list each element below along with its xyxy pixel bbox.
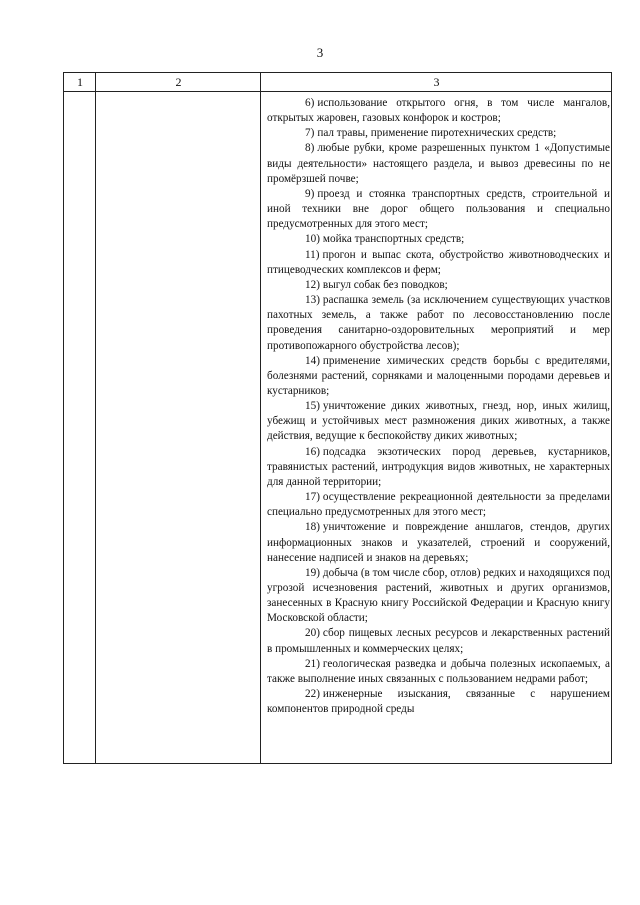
list-item [267, 687, 610, 717]
item-text: проезд и стоянка транспортных средств, строительной и иной техники вне дорог общего пользования и специально предусмотренных для этого мест; [267, 187, 610, 231]
item-number: 19) [305, 566, 320, 579]
list-item [267, 96, 610, 126]
item-text: инженерные изыскания, связанные с нарушением компонентов природной среды [267, 688, 610, 716]
item-number: 8) [305, 142, 315, 155]
list-item [267, 126, 610, 141]
item-text: сбор пищевых лесных ресурсов и лекарственных растений в промышленных и коммерческих целях; [267, 627, 610, 655]
list-item [267, 520, 610, 565]
item-number: 21) [305, 657, 320, 670]
list-item [267, 657, 610, 687]
item-text: применение химических средств борьбы с вредителями, болезнями растений, сорняками и малоценными породами деревьев и кустарников; [267, 354, 610, 397]
item-text: геологическая разведка и добыча полезных ископаемых, а также выполнение иных связанных с пользованием недрами работ; [267, 657, 610, 685]
item-number: 22) [305, 688, 320, 701]
item-text: пал травы, применение пиротехнических средств; [317, 127, 557, 140]
item-number: 17) [305, 491, 320, 504]
item-number: 11) [305, 248, 320, 261]
list-item [267, 232, 610, 247]
column-header-1: 1 [77, 75, 83, 89]
item-number: 10) [305, 233, 320, 246]
item-number: 13) [305, 294, 320, 307]
item-number: 16) [305, 445, 320, 458]
list-item [267, 490, 610, 520]
item-number: 14) [305, 354, 320, 367]
item-text: мойка транспортных средств; [322, 233, 465, 246]
list-item [267, 248, 610, 278]
item-text: добыча (в том числе сбор, отлов) редких и находящихся под угрозой исчезновения растений, животных и других организмов, занесенных в Красную книгу Российской Федерации и Красную книгу Московской области; [267, 566, 610, 625]
restrictions-table [63, 72, 612, 764]
item-number: 7) [305, 127, 315, 140]
item-number: 12) [305, 278, 320, 291]
item-text: подсадка экзотических пород деревьев, кустарников, травянистых растений, интродукция видов животных, не характерных для данной территории; [267, 445, 610, 488]
column-3-content [267, 96, 610, 717]
column-header-2: 2 [175, 75, 182, 89]
column-divider [95, 73, 96, 763]
list-item [267, 626, 610, 656]
item-number: 6) [305, 97, 315, 109]
item-number: 20) [305, 627, 320, 640]
item-text: осуществление рекреационной деятельности за пределами специально предусмотренных для этого мест; [267, 491, 610, 519]
list-item [267, 354, 610, 399]
table-header-row [64, 73, 611, 92]
item-number: 18) [305, 521, 320, 534]
list-item [267, 187, 610, 232]
item-text: уничтожение диких животных, гнезд, нор, иных жилищ, убежищ и устойчивых мест размножения диких животных, а также действия, ведущие к беспокойству диких животных; [267, 400, 610, 443]
list-item [267, 278, 610, 293]
list-item [267, 141, 610, 186]
item-number: 9) [305, 187, 315, 200]
item-text: прогон и выпас скота, обустройство животноводческих и птицеводческих комплексов и ферм; [267, 248, 610, 276]
column-header-3: 3 [433, 75, 440, 89]
list-item [267, 566, 610, 627]
item-text: любые рубки, кроме разрешенных пунктом 1 «Допустимые виды деятельности» настоящего раздела, и вывоз древесины по не промёрзшей почве; [267, 142, 610, 185]
item-text: использование открытого огня, в том числе мангалов, открытых жаровен, газовых конфорок и костров; [267, 97, 610, 125]
list-item [267, 293, 610, 354]
item-text: уничтожение и повреждение аншлагов, стендов, других информационных знаков и указателей, строений и сооружений, нанесение надписей и знаков на деревьях; [267, 521, 610, 564]
column-divider [260, 73, 261, 763]
list-item [267, 445, 610, 490]
page-number: 3 [316, 45, 324, 60]
item-text: распашка земель (за исключением существующих участков пахотных земель, а также работ по лесовосстановлению после проведения санитарно-оздоровительных мероприятий и мер противопожарного обустройства лесов); [267, 294, 610, 352]
item-number: 15) [305, 400, 320, 413]
list-item [267, 399, 610, 444]
item-text: выгул собак без поводков; [322, 278, 448, 291]
